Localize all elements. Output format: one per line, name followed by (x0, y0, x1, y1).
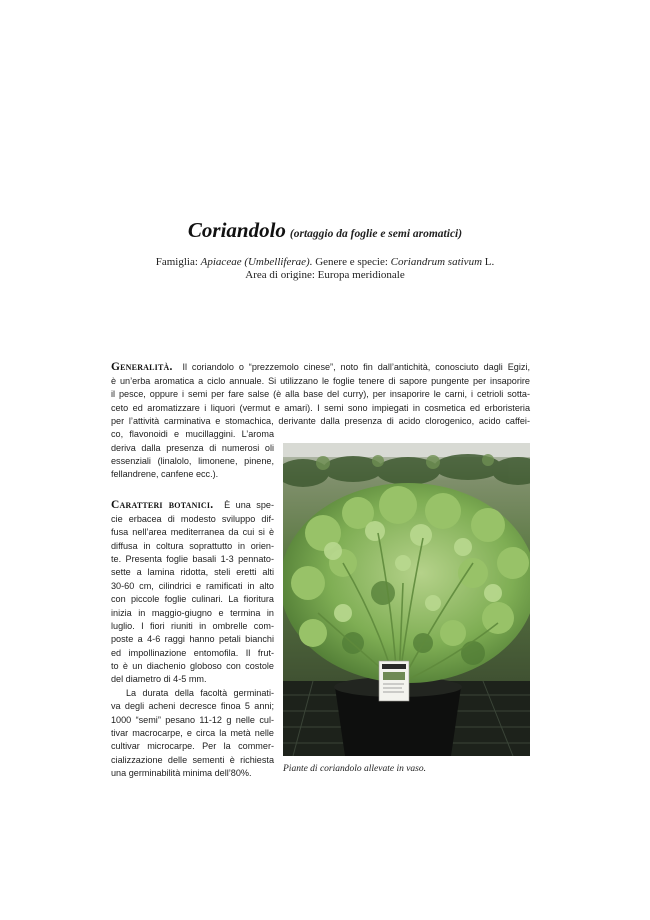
generalita-line-3: il pesce, oppure i semi per fare salse (è alla base del curry), per insaporire le carni, i cetrioli sotta- (111, 389, 530, 399)
generalita-line-8: essenziali (linalolo, limonene, pinene, (111, 456, 274, 466)
family-value: Apiaceae (Umbelliferae). (200, 256, 313, 268)
caratteri-line-13: to è un diachenio globoso con costole (111, 661, 274, 671)
generalita-line-6: co, flavonoidi e mucillaggini. L’aroma (111, 429, 274, 439)
caratteri-line-11: poste a 4-6 raggi hanno petali bianchi (111, 634, 274, 644)
caratteri-line-9: inizia in maggio-giugno e termina in (111, 608, 274, 618)
genus-label: Genere e specie: (312, 256, 391, 268)
germinazione-line-4: tivar macrocarpe, e circa la metà nelle (111, 728, 274, 738)
caratteri-line-3: fusa nell’area mediterranea da cui si è (111, 527, 274, 537)
caratteri-line-1: Caratteri botanici. È una spe- (111, 499, 274, 511)
caratteri-line-14: del diametro di 4-5 mm. (111, 674, 207, 684)
article-header (110, 216, 540, 282)
genus-value: Coriandrum sativum (390, 256, 483, 268)
generalita-line-1: Generalità. Il coriandolo o “prezzemolo cinese”, noto fin dall’antichità, conosciuto dagli Egizi, (111, 361, 530, 373)
caratteri-line-6: sette a lamina ridotta, steli eretti alti (111, 567, 274, 577)
caratteri-line-12: ed impollinazione entomofila. Il frut- (111, 648, 274, 658)
germinazione-line-6: cializzazione delle sementi è richiesta (111, 755, 274, 765)
origin-line: Area di origine: Europa meridionale (245, 269, 405, 281)
page-title: Coriandolo (187, 218, 286, 242)
germinazione-line-7: una germinabilità minima dell’80%. (111, 768, 252, 778)
caratteri-line-7: 30-60 cm, cilindrici e ramificati in alto (111, 581, 274, 591)
generalita-line-4: ceto ed aromatizzare i liquori (vermut e amari). I semi sono impiegati in cosmetica ed erboristeria (111, 403, 530, 413)
germinazione-line-1: La durata della facoltà germinati- (126, 688, 274, 698)
genus-author: L. (482, 256, 495, 268)
caratteri-heading: Caratteri botanici. (111, 499, 214, 511)
germinazione-line-5: cultivar microcarpe. Per la commer- (111, 741, 274, 751)
title-line (110, 216, 540, 248)
family-line (110, 256, 540, 269)
generalita-heading: Generalità. (111, 361, 173, 373)
generalita-line-2: è un’erba aromatica a ciclo annuale. Si utilizzano le foglie tenere di sapore pungente per insaporire (111, 376, 530, 386)
generalita-line-7: deriva dalla presenza di numerosi oli (111, 443, 274, 453)
page-subtitle: (ortaggio da foglie e semi aromatici) (289, 228, 463, 240)
photo-caption: Piante di coriandolo allevate in vaso. (283, 764, 427, 774)
caratteri-line-8: con piccole foglie culinari. La fioritura (111, 594, 274, 604)
caratteri-line-10: luglio. I fiori riuniti in ombrelle com- (111, 621, 274, 631)
family-label: Famiglia: (155, 256, 201, 268)
germinazione-line-2: va degli acheni decresce finoa 5 anni; (111, 701, 274, 711)
germinazione-line-3: 1000 “semi” pesano 11-12 g nelle cul- (111, 715, 274, 725)
generalita-line-5: per l’attività carminativa e stomachica, derivante dalla presenza di acido clorogenico, acido caffei- (111, 416, 530, 426)
generalita-line-9: fellandrene, canfene ecc.). (111, 469, 219, 479)
caratteri-line-5: te. Presenta foglie basali 1-3 pennato- (111, 554, 274, 564)
coriander-plants-photo (283, 443, 530, 756)
caratteri-line-2: cie erbacea di modesto sviluppo dif- (111, 514, 274, 524)
caratteri-line-4: diffusa in coltura soprattutto in orien- (111, 541, 274, 551)
